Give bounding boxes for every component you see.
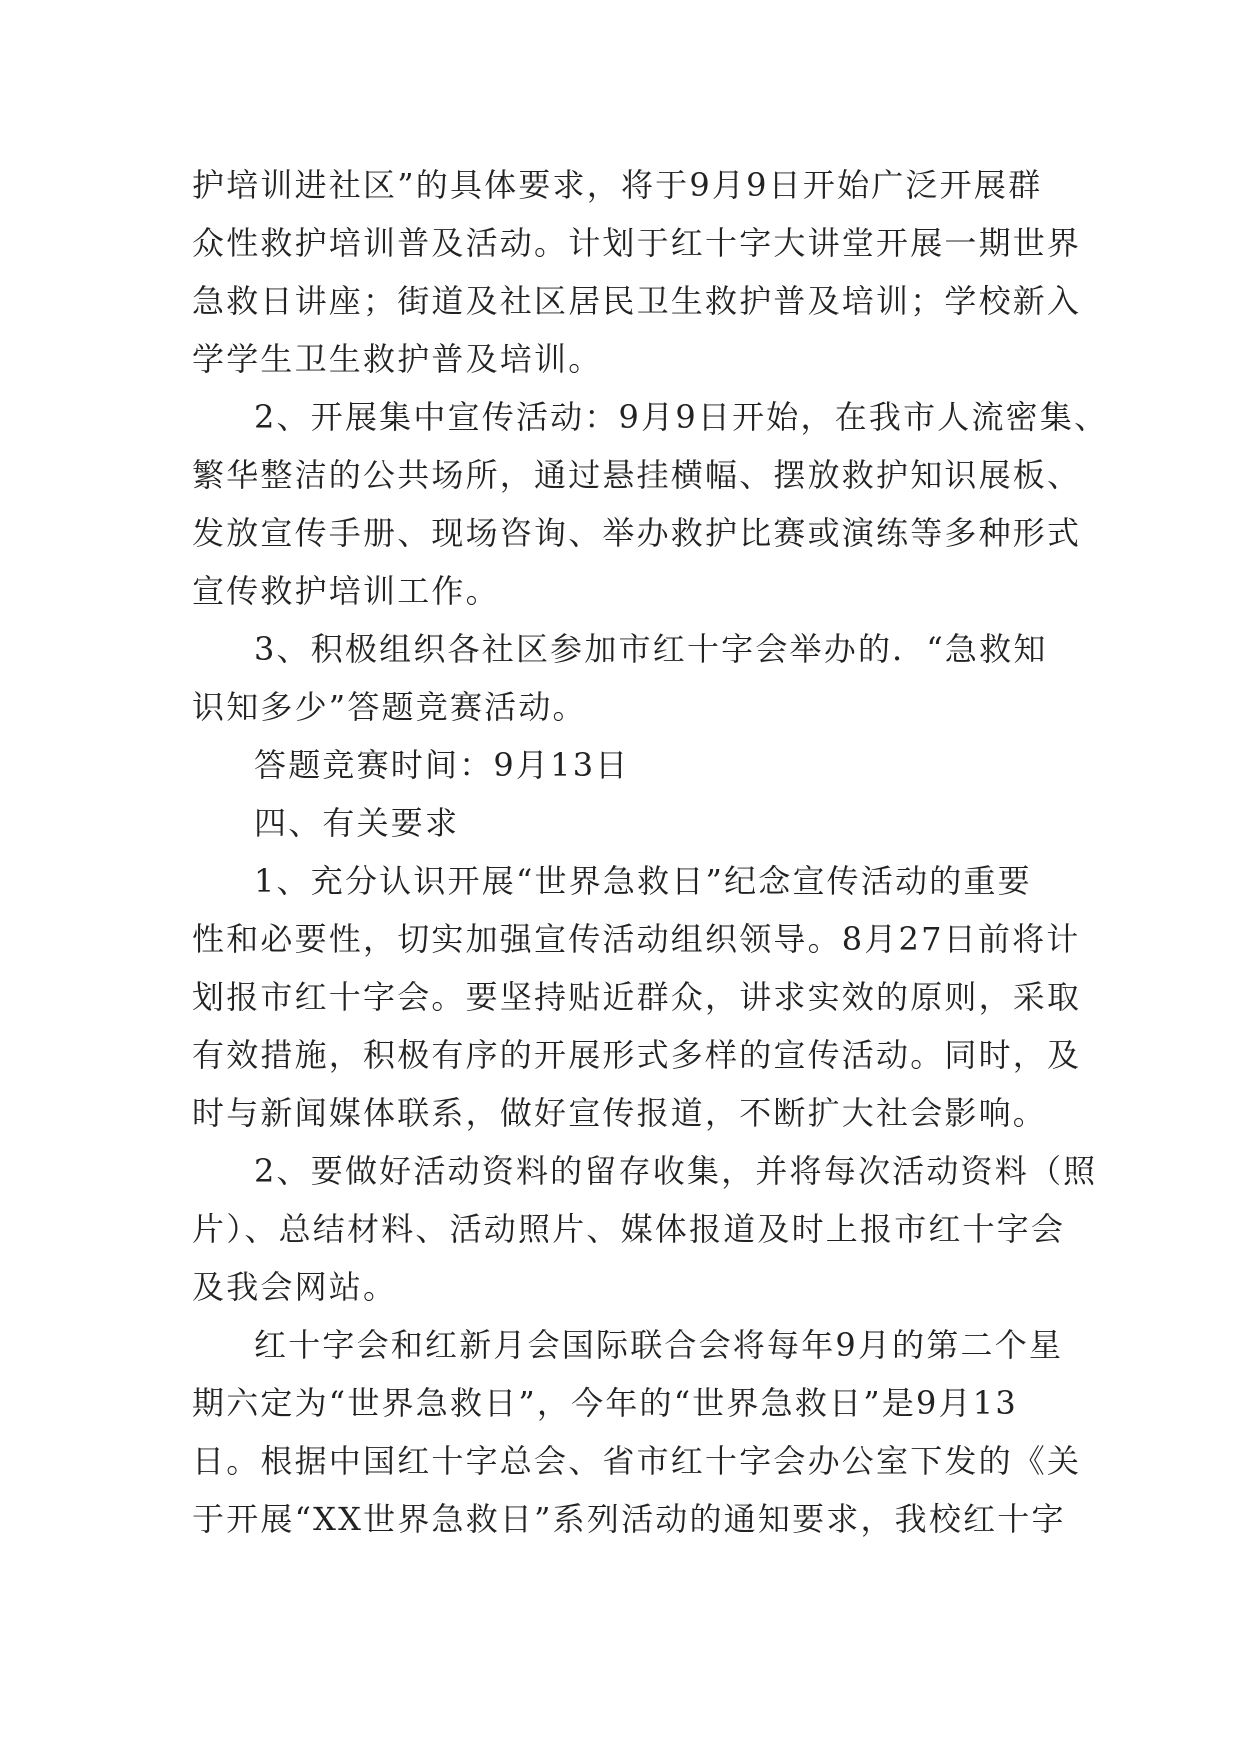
- text-line: 片）、总结材料、活动照片、媒体报道及时上报市红十字会: [192, 1210, 1066, 1248]
- text-line: 护培训进社区”的具体要求，将于9月9日开始广泛开展群: [192, 166, 1043, 204]
- text-line: 划报市红十字会。要坚持贴近群众，讲求实效的原则，采取: [192, 978, 1082, 1016]
- section-heading: 四、有关要求: [254, 804, 460, 842]
- text-line: 繁华整洁的公共场所，通过悬挂横幅、摆放救护知识展板、: [192, 456, 1082, 494]
- paragraph-first-line: 2、开展集中宣传活动：9月9日开始，在我市人流密集、: [254, 398, 1109, 436]
- text-line: 性和必要性，切实加强宣传活动组织领导。8月27日前将计: [192, 920, 1081, 958]
- text-line: 时与新闻媒体联系，做好宣传报道，不断扩大社会影响。: [192, 1094, 1048, 1132]
- text-line: 及我会网站。: [192, 1268, 398, 1306]
- text-line: 学学生卫生救护普及培训。: [192, 340, 603, 378]
- paragraph-first-line: 2、要做好活动资料的留存收集，并将每次活动资料（照: [254, 1152, 1098, 1190]
- paragraph-first-line: 3、积极组织各社区参加市红十字会举办的．“急救知: [254, 630, 1048, 668]
- paragraph-first-line: 1、充分认识开展“世界急救日”纪念宣传活动的重要: [254, 862, 1032, 900]
- text-line: 宣传救护培训工作。: [192, 572, 500, 610]
- text-line: 识知多少”答题竞赛活动。: [192, 688, 587, 726]
- paragraph-first-line: 答题竞赛时间：9月13日: [254, 746, 630, 784]
- text-line: 急救日讲座；街道及社区居民卫生救护普及培训；学校新入: [192, 282, 1082, 320]
- text-line: 日。根据中国红十字总会、省市红十字会办公室下发的《关: [192, 1442, 1082, 1480]
- paragraph-first-line: 红十字会和红新月会国际联合会将每年9月的第二个星: [254, 1326, 1064, 1364]
- text-line: 期六定为“世界急救日”，今年的“世界急救日”是9月13: [192, 1384, 1018, 1422]
- text-line: 有效措施，积极有序的开展形式多样的宣传活动。同时，及: [192, 1036, 1082, 1074]
- text-line: 众性救护培训普及活动。计划于红十字大讲堂开展一期世界: [192, 224, 1082, 262]
- text-line: 于开展“XX世界急救日”系列活动的通知要求，我校红十字: [192, 1500, 1066, 1538]
- text-line: 发放宣传手册、现场咨询、举办救护比赛或演练等多种形式: [192, 514, 1082, 552]
- document-body: [192, 156, 1109, 1548]
